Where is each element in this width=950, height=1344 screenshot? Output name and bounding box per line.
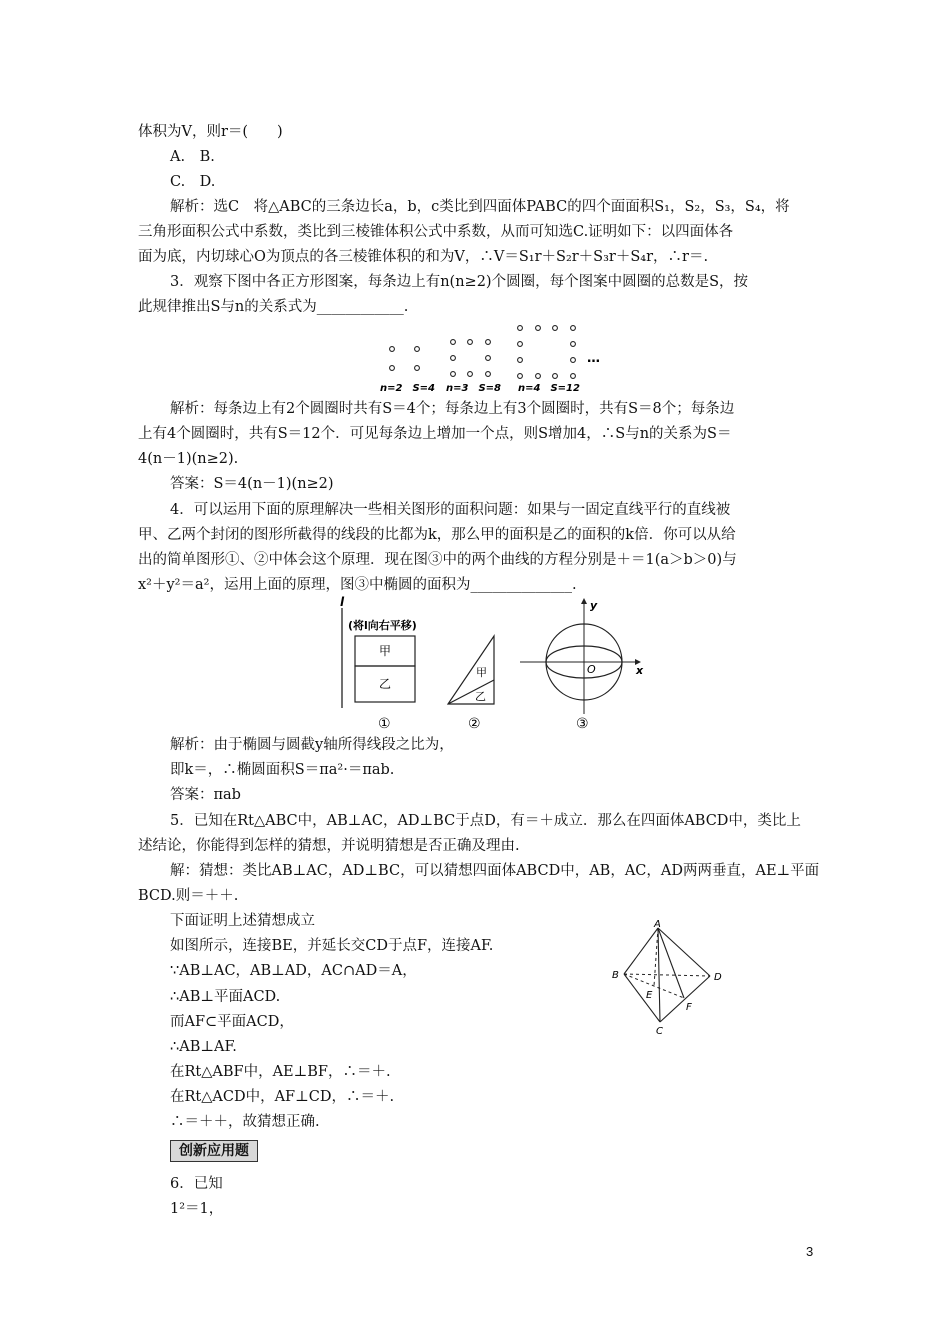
tetrahedron-figure	[604, 918, 744, 1046]
answer-line: 答案：S＝4(n－1)(n≥2)	[170, 476, 334, 492]
pattern-dot	[553, 326, 558, 331]
label-jia-2: 甲	[476, 666, 487, 679]
label-yi: 乙	[379, 677, 392, 691]
label-fig1: ①	[378, 716, 391, 732]
triangle-split	[448, 680, 494, 704]
answer-line: 答案：πab	[170, 787, 241, 803]
edge-AC	[658, 928, 660, 1022]
text-line: 4(n－1)(n≥2).	[138, 451, 239, 467]
edge-AF	[658, 928, 684, 998]
text-line: 三角形面积公式中系数，类比到三棱锥体积公式中系数，从而可知选C.证明如下：以四面体各	[138, 224, 734, 240]
proof-line: ∵AB⊥AC，AB⊥AD，AC∩AD＝A，	[170, 963, 417, 979]
page-number: 3	[806, 1244, 814, 1259]
pattern-dot	[468, 340, 473, 345]
triangle-outer	[448, 636, 494, 704]
label-y: y	[590, 599, 598, 612]
vertex-A: A	[654, 919, 661, 930]
pattern-dot	[390, 366, 395, 371]
pattern-dot	[415, 347, 420, 352]
pattern-dot	[553, 374, 558, 379]
vertex-B: B	[612, 970, 619, 981]
pattern-dot	[571, 342, 576, 347]
proof-line: ∴AB⊥平面ACD.	[170, 989, 281, 1005]
pattern-dot	[486, 340, 491, 345]
edge-AD	[658, 928, 710, 976]
pattern-dot	[451, 372, 456, 377]
vertex-D: D	[714, 972, 722, 983]
label-yi-2: 乙	[475, 690, 486, 703]
proof-line: 在Rt△ABF中，AE⊥BF，∴＝＋.	[170, 1064, 391, 1080]
text-line: 面为底，内切球心O为顶点的各三棱锥体积的和为V，∴V＝S₁r＋S₂r＋S₃r＋S₄r，∴r＝.	[138, 249, 709, 265]
pattern-dot	[518, 358, 523, 363]
pattern-dot	[518, 342, 523, 347]
text-line: 1²＝1，	[170, 1201, 224, 1217]
solution-line: 解析：由于椭圆与圆截y轴所得线段之比为，	[170, 737, 454, 753]
label-fig2: ②	[468, 716, 481, 732]
pattern-dot	[486, 372, 491, 377]
choice-line: C. D.	[170, 174, 216, 190]
caption-n4: n=4 S=12	[518, 383, 580, 394]
question-4: 4．可以运用下面的原理解决一些相关图形的面积问题：如果与一固定直线平行的直线被	[170, 502, 731, 518]
choice-line: A. B.	[170, 149, 215, 165]
pattern-dot	[536, 374, 541, 379]
text-line: 上有4个圆圈时，共有S＝12个．可见每条边上增加一个点，则S增加4，∴S与n的关系为S＝	[138, 426, 732, 442]
label-l: l	[340, 596, 345, 609]
text-line: 述结论，你能得到怎样的猜想，并说明猜想是否正确及理由.	[138, 838, 520, 854]
text-line: 甲、乙两个封闭的图形所截得的线段的比都为k，那么甲的面积是乙的面积的k倍．你可以从给	[138, 527, 736, 543]
question-5: 5．已知在Rt△ABC中，AB⊥AC，AD⊥BC于点D，有＝＋成立．那么在四面体ABCD中，类比上	[170, 813, 801, 829]
pattern-dot	[571, 358, 576, 363]
text-line: 出的简单图形①、②中体会这个原理．现在图③中的两个曲线的方程分别是＋＝1(a＞b＞0)与	[138, 552, 737, 568]
pattern-dot	[536, 326, 541, 331]
proof-line: 在Rt△ACD中，AF⊥CD，∴＝＋.	[170, 1089, 395, 1105]
solution-line: 解析：选C 将△ABC的三条边长a，b，c类比到四面体PABC的四个面面积S₁，S₂，S₃，S₄，将	[170, 199, 790, 215]
pattern-dot	[468, 372, 473, 377]
solution-line: 解：猜想：类比AB⊥AC，AD⊥BC，可以猜想四面体ABCD中，AB，AC，AD两两垂直，AE⊥平面	[170, 863, 820, 879]
question-6: 6．已知	[170, 1176, 223, 1192]
pattern-dot	[451, 340, 456, 345]
text-line: 即k＝，∴椭圆面积S＝πa²·＝πab.	[170, 762, 395, 778]
pattern-dot	[415, 366, 420, 371]
question-3: 3．观察下图中各正方形图案，每条边上有n(n≥2)个圆圈，每个图案中圆圈的总数是S，按	[170, 274, 749, 290]
pattern-dot	[390, 347, 395, 352]
section-badge: 创新应用题	[170, 1140, 258, 1162]
caption-n2: n=2 S=4	[380, 383, 435, 394]
vertex-C: C	[656, 1026, 663, 1037]
edge-AB	[624, 928, 658, 974]
edge-CD	[660, 976, 710, 1022]
proof-line: 而AF⊂平面ACD，	[170, 1014, 294, 1030]
proof-line: ∴＝＋＋，故猜想正确.	[170, 1114, 320, 1130]
segment-AE-hidden	[654, 928, 658, 986]
pattern-dot	[486, 356, 491, 361]
text-line: BCD.则＝＋＋.	[138, 888, 239, 904]
label-origin: O	[587, 663, 596, 676]
proof-line: ∴AB⊥AF.	[170, 1039, 237, 1055]
proof-line: 如图所示，连接BE，并延长交CD于点F，连接AF.	[170, 938, 494, 954]
y-axis-arrow	[581, 598, 587, 604]
ellipsis: …	[587, 351, 600, 366]
pattern-dot	[451, 356, 456, 361]
move-note: (将l向右平移)	[348, 619, 417, 632]
circle-pattern-figure	[378, 320, 608, 400]
pattern-dot	[518, 326, 523, 331]
point-E: E	[646, 990, 653, 1001]
pattern-dot	[571, 374, 576, 379]
pattern-dot	[571, 326, 576, 331]
text-line: x²＋y²＝a²，运用上面的原理，图③中椭圆的面积为______________.	[138, 577, 577, 593]
text-line: 此规律推出S与n的关系式为____________.	[138, 299, 409, 315]
edge-BD-hidden	[624, 974, 710, 976]
label-x: x	[636, 664, 644, 677]
solution-line: 解析：每条边上有2个圆圈时共有S＝4个；每条边上有3个圆圈时，共有S＝8个；每条边	[170, 401, 735, 417]
area-principle-figure	[330, 596, 650, 742]
label-jia: 甲	[379, 644, 392, 658]
pattern-dot	[518, 374, 523, 379]
proof-line: 下面证明上述猜想成立	[170, 913, 315, 929]
label-fig3: ③	[576, 716, 589, 732]
text-line: 体积为V，则r＝( )	[138, 124, 283, 140]
point-F: F	[686, 1002, 692, 1013]
caption-n3: n=3 S=8	[446, 383, 501, 394]
